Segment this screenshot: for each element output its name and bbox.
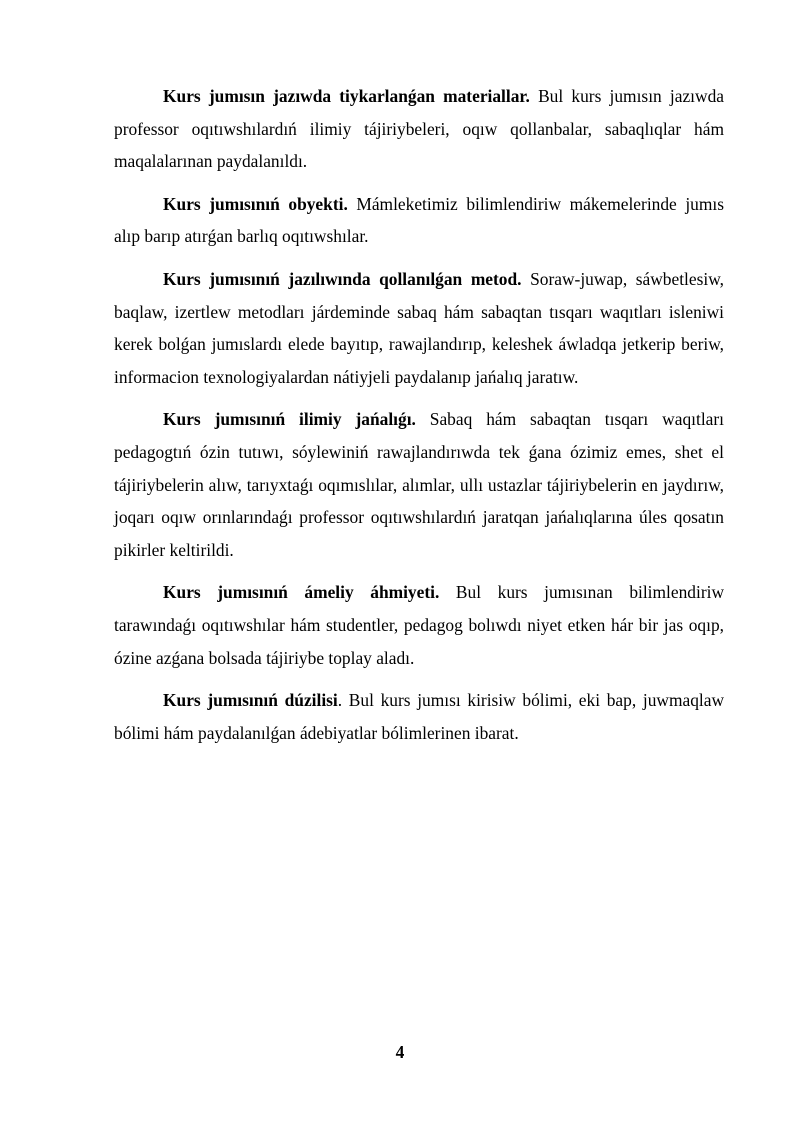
- paragraph-heading: Kurs jumısınıń ilimiy jańalıǵı.: [163, 409, 416, 430]
- paragraph-materials: [114, 80, 724, 178]
- paragraph-heading: Kurs jumısın jazıwda tiykarlanǵan materiallar.: [163, 86, 530, 106]
- paragraph-text: Soraw-juwap, sáwbetlesiw, baqlaw, izertlew metodları járdeminde sabaq hám sabaqtan tısqarı waqıtları isleniwi kerek bolǵan jumıslardı elede bayıtıp, rawajlandırıp, keleshek áwladqa jetkerip beriw, informacion texnologiyalardan nátiyjeli paydalanıp jańalıq jaratıw.: [114, 268, 724, 387]
- paragraph-text: Bul kurs jumısınan bilimlendiriw tarawındaǵı oqıtıwshılar hám studentler, pedagog bolıwdı niyet etken hár bir jas oqıp, ózine azǵana bolsada tájiriybe toplay aladı.: [114, 582, 724, 668]
- paragraph-object: [114, 188, 724, 253]
- document-body: [114, 80, 724, 759]
- paragraph-novelty: [114, 403, 724, 566]
- paragraph-heading: Kurs jumısınıń jazılıwında qollanılǵan metod.: [163, 268, 522, 289]
- paragraph-practical-importance: [114, 576, 724, 674]
- paragraph-text: . Bul kurs jumısı kirisiw bólimi, eki bap, juwmaqlaw bólimi hám paydalanılǵan ádebiyatlar bólimlerinen ibarat.: [114, 690, 725, 743]
- paragraph-text: Mámleketimiz bilimlendiriw mákemelerinde jumıs alıp barıp atırǵan barlıq oqıtıwshılar.: [114, 193, 724, 247]
- paragraph-structure: [114, 684, 724, 749]
- paragraph-heading: Kurs jumısınıń dúzilisi: [163, 690, 338, 711]
- paragraph-method: [114, 263, 724, 393]
- paragraph-heading: Kurs jumısınıń obyekti.: [163, 193, 348, 214]
- paragraph-text: Bul kurs jumısın jazıwda professor oqıtıwshılardıń ilimiy tájiriybeleri, oqıw qollanbalar, sabaqlıqlar hám maqalalarınan paydalanıldı.: [114, 86, 724, 172]
- page-number: 4: [395, 1042, 405, 1062]
- paragraph-text: Sabaq hám sabaqtan tısqarı waqıtları pedagogtıń ózin tutıwı, sóylewiniń rawajlandırıwda tek ǵana ózimiz emes, shet el tájiriybelerin alıw, tarıyxtaǵı oqımıslılar, alımlar, ullı ustazlar tájiriybelerin en jaydırıw, joqarı oqıw orınlarındaǵı professor oqıtıwshılardıń jaratqan jańalıqlarına úles qosatın pikirler keltirildi.: [114, 409, 724, 560]
- paragraph-heading: Kurs jumısınıń ámeliy áhmiyeti.: [163, 582, 440, 603]
